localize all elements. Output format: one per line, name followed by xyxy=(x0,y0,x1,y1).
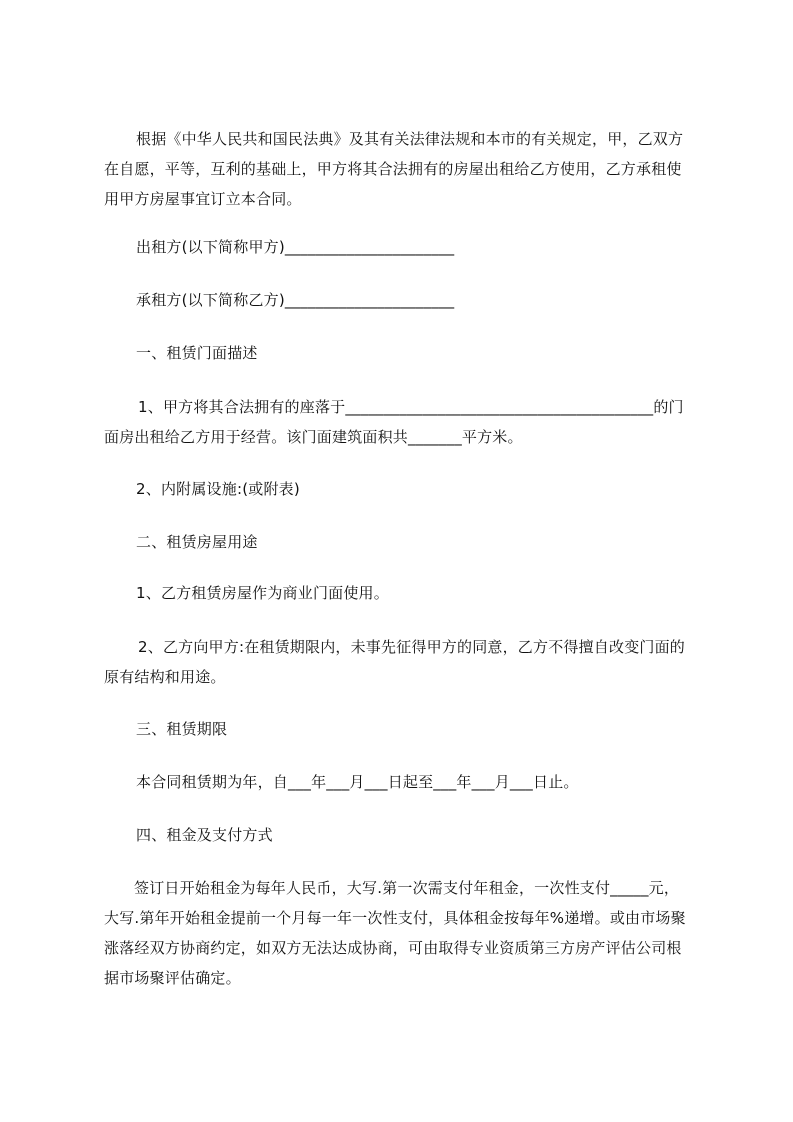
section-2-title: 二、租赁房屋用途 xyxy=(136,533,258,551)
intro-paragraph: 根据《中华人民共和国民法典》及其有关法律法规和本市的有关规定，甲，乙双方在自愿，平等，互利的基础上，甲方将其合法拥有的房屋出租给乙方使用，乙方承租使用甲方房屋事宜订立本合同。 xyxy=(104,130,684,208)
lessor-line: 出租方(以下简称甲方)______________________ xyxy=(136,238,455,256)
section-3-title: 三、租赁期限 xyxy=(136,720,228,738)
section-4-text: 签订日开始租金为每年人民币，大写.第一次需支付年租金，一次性支付_____元，大写.第年开始租金提前一个月每一年一次性支付，具体租金按每年%递增。或由市场聚涨落经双方协商约定，如双方无法达成协商，可由取得专业资质第三方房产评估公司根据市场聚评估确定。 xyxy=(104,879,686,987)
section-2-item-1: 1、乙方租赁房屋作为商业门面使用。 xyxy=(136,584,389,602)
section-3-text: 本合同租赁期为年，自___年___月___日起至___年___月___日止。 xyxy=(136,773,579,791)
lessee-line: 承租方(以下简称乙方)______________________ xyxy=(136,291,455,309)
section-2-item-2: 2、乙方向甲方:在租赁期限内，未事先征得甲方的同意，乙方不得擅自改变门面的原有结构和用途。 xyxy=(104,638,686,686)
section-1-item-1: 1、甲方将其合法拥有的座落于________________________________________的门面房出租给乙方用于经营。该门面建筑面积共_______平方米。 xyxy=(104,398,684,446)
section-1-item-2: 2、内附属设施:(或附表) xyxy=(136,480,300,498)
section-1-title: 一、租赁门面描述 xyxy=(136,344,258,362)
section-4-title: 四、租金及支付方式 xyxy=(136,826,273,844)
